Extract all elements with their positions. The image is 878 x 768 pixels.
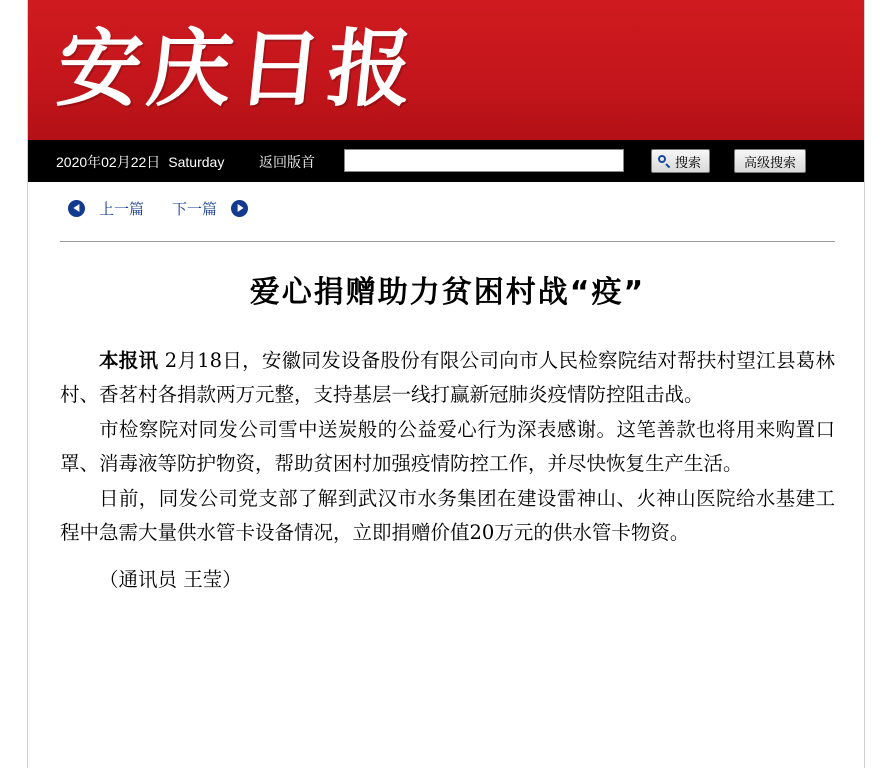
previous-article-link[interactable]: 上一篇: [99, 200, 145, 218]
toolbar-date: [56, 152, 224, 172]
divider: [60, 241, 835, 242]
paragraph-1-lead: 本报讯: [99, 349, 159, 372]
article-body: [60, 344, 835, 597]
article-container: [60, 258, 835, 597]
search-button[interactable]: [651, 149, 710, 173]
article-headline: 爱心捐赠助力贫困村战“疫”: [249, 275, 646, 310]
paragraph-2-text: 市检察院对同发公司雪中送炭般的公益爱心行为深表感谢。这笔善款也将用来购置口罩、消毒液等防护物资，帮助贫困村加强疫情防控工作，并尽快恢复生产生活。: [60, 418, 835, 475]
paragraph-1-text: 2月18日，安徽同发设备股份有限公司向市人民检察院结对帮扶村望江县葛林村、香茗村各捐款两万元整，支持基层一线打赢新冠肺炎疫情防控阻击战。: [60, 349, 835, 406]
article-signature: （通讯员 王莹）: [99, 568, 242, 592]
next-arrow-icon[interactable]: [231, 200, 248, 217]
previous-arrow-icon[interactable]: [68, 200, 85, 217]
paragraph-3: [60, 482, 835, 549]
search-icon: [658, 155, 671, 168]
newspaper-logo: 安庆日报: [52, 19, 424, 118]
search-input[interactable]: [344, 149, 624, 172]
advanced-search-button[interactable]: [734, 149, 806, 173]
search-button-label: 搜索: [675, 154, 702, 170]
paragraph-2: [60, 413, 835, 480]
weekday-text: Saturday: [168, 154, 225, 170]
paragraph-3-text: 日前，同发公司党支部了解到武汉市水务集团在建设雷神山、火神山医院给水基建工程中急需大量供水管卡设备情况，立即捐赠价值20万元的供水管卡物资。: [60, 487, 835, 544]
date-text: 2020年02月22日: [56, 154, 161, 170]
back-to-front-page-link[interactable]: 返回版首: [259, 154, 315, 170]
next-article-link[interactable]: 下一篇: [172, 200, 218, 218]
paragraph-1: [60, 344, 835, 411]
toolbar: [28, 140, 864, 182]
masthead-banner: [28, 0, 864, 140]
advanced-search-label: 高级搜索: [744, 154, 797, 170]
article-navigation: [28, 182, 864, 234]
